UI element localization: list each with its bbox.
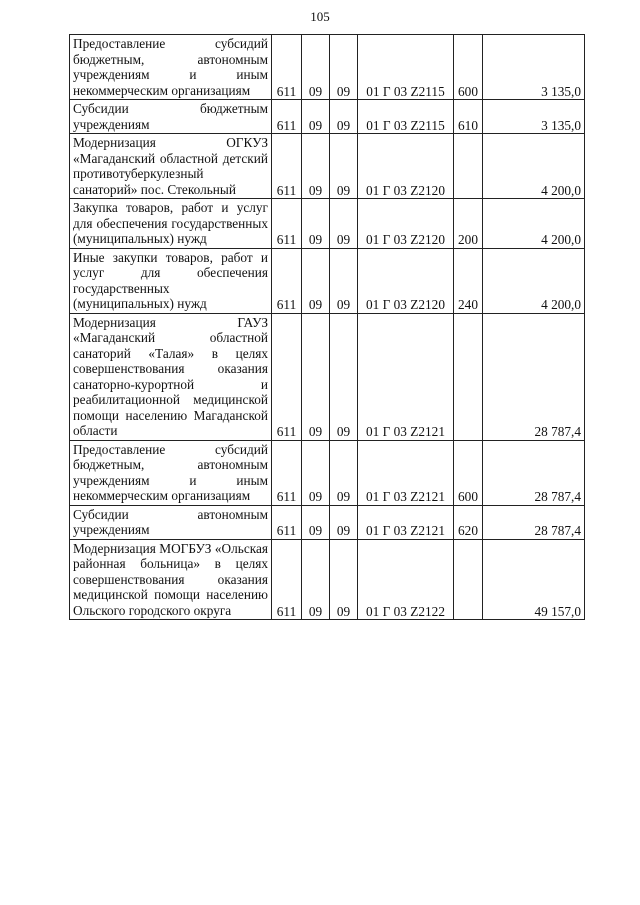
- table-row: [70, 505, 585, 539]
- amount-value: 4 200,0: [483, 199, 585, 249]
- ministry-code: 611: [272, 539, 302, 620]
- expense-type-code: 240: [454, 248, 483, 313]
- section-code: 09: [302, 199, 330, 249]
- section-code: 09: [302, 248, 330, 313]
- amount-value: 4 200,0: [483, 248, 585, 313]
- table-row: [70, 248, 585, 313]
- subsection-code: 09: [330, 313, 358, 440]
- row-description: Субсидии бюджетным учреждениям: [70, 100, 272, 134]
- table-row: [70, 100, 585, 134]
- ministry-code: 611: [272, 313, 302, 440]
- subsection-code: 09: [330, 440, 358, 505]
- ministry-code: 611: [272, 248, 302, 313]
- subsection-code: 09: [330, 248, 358, 313]
- subsection-code: 09: [330, 199, 358, 249]
- section-code: 09: [302, 100, 330, 134]
- target-article-code: 01 Г 03 Z2122: [358, 539, 454, 620]
- page-number: 105: [310, 9, 330, 24]
- subsection-code: 09: [330, 505, 358, 539]
- row-description: Предоставление субсидий бюджетным, автономным учреждениям и иным некоммерческим организациям: [70, 440, 272, 505]
- table-row: [70, 134, 585, 199]
- subsection-code: 09: [330, 35, 358, 100]
- amount-value: 4 200,0: [483, 134, 585, 199]
- expense-type-code: [454, 539, 483, 620]
- table-row: [70, 539, 585, 620]
- ministry-code: 611: [272, 505, 302, 539]
- expense-type-code: 610: [454, 100, 483, 134]
- row-description: Модернизация МОГБУЗ «Ольская районная больница» в целях совершенствования оказания медицинской помощи населению Ольского городского округа: [70, 539, 272, 620]
- expense-type-code: 620: [454, 505, 483, 539]
- target-article-code: 01 Г 03 Z2121: [358, 440, 454, 505]
- row-description: Субсидии автономным учреждениям: [70, 505, 272, 539]
- ministry-code: 611: [272, 440, 302, 505]
- expense-type-code: [454, 313, 483, 440]
- row-description: Закупка товаров, работ и услуг для обеспечения государственных (муниципальных) нужд: [70, 199, 272, 249]
- amount-value: 49 157,0: [483, 539, 585, 620]
- amount-value: 3 135,0: [483, 100, 585, 134]
- section-code: 09: [302, 134, 330, 199]
- budget-table-body: [70, 35, 585, 620]
- ministry-code: 611: [272, 199, 302, 249]
- expense-type-code: 600: [454, 440, 483, 505]
- target-article-code: 01 Г 03 Z2121: [358, 313, 454, 440]
- ministry-code: 611: [272, 35, 302, 100]
- table-row: [70, 440, 585, 505]
- row-description: Предоставление субсидий бюджетным, автономным учреждениям и иным некоммерческим организациям: [70, 35, 272, 100]
- expense-type-code: [454, 134, 483, 199]
- section-code: 09: [302, 539, 330, 620]
- section-code: 09: [302, 35, 330, 100]
- amount-value: 3 135,0: [483, 35, 585, 100]
- row-description: Модернизация ОГКУЗ «Магаданский областной детский противотуберкулезный санаторий» пос. Стекольный: [70, 134, 272, 199]
- table-row: [70, 35, 585, 100]
- target-article-code: 01 Г 03 Z2120: [358, 199, 454, 249]
- target-article-code: 01 Г 03 Z2115: [358, 100, 454, 134]
- section-code: 09: [302, 505, 330, 539]
- expense-type-code: 600: [454, 35, 483, 100]
- budget-table: [69, 34, 585, 620]
- amount-value: 28 787,4: [483, 505, 585, 539]
- expense-type-code: 200: [454, 199, 483, 249]
- target-article-code: 01 Г 03 Z2115: [358, 35, 454, 100]
- target-article-code: 01 Г 03 Z2120: [358, 134, 454, 199]
- target-article-code: 01 Г 03 Z2120: [358, 248, 454, 313]
- section-code: 09: [302, 440, 330, 505]
- row-description: Модернизация ГАУЗ «Магаданский областной санаторий «Талая» в целях совершенствования оказания санаторно-курортной и реабилитационной медицинской помощи населению Магаданской области: [70, 313, 272, 440]
- subsection-code: 09: [330, 134, 358, 199]
- ministry-code: 611: [272, 134, 302, 199]
- target-article-code: 01 Г 03 Z2121: [358, 505, 454, 539]
- table-row: [70, 199, 585, 249]
- row-description: Иные закупки товаров, работ и услуг для обеспечения государственных (муниципальных) нужд: [70, 248, 272, 313]
- table-row: [70, 313, 585, 440]
- section-code: 09: [302, 313, 330, 440]
- subsection-code: 09: [330, 100, 358, 134]
- amount-value: 28 787,4: [483, 440, 585, 505]
- subsection-code: 09: [330, 539, 358, 620]
- ministry-code: 611: [272, 100, 302, 134]
- amount-value: 28 787,4: [483, 313, 585, 440]
